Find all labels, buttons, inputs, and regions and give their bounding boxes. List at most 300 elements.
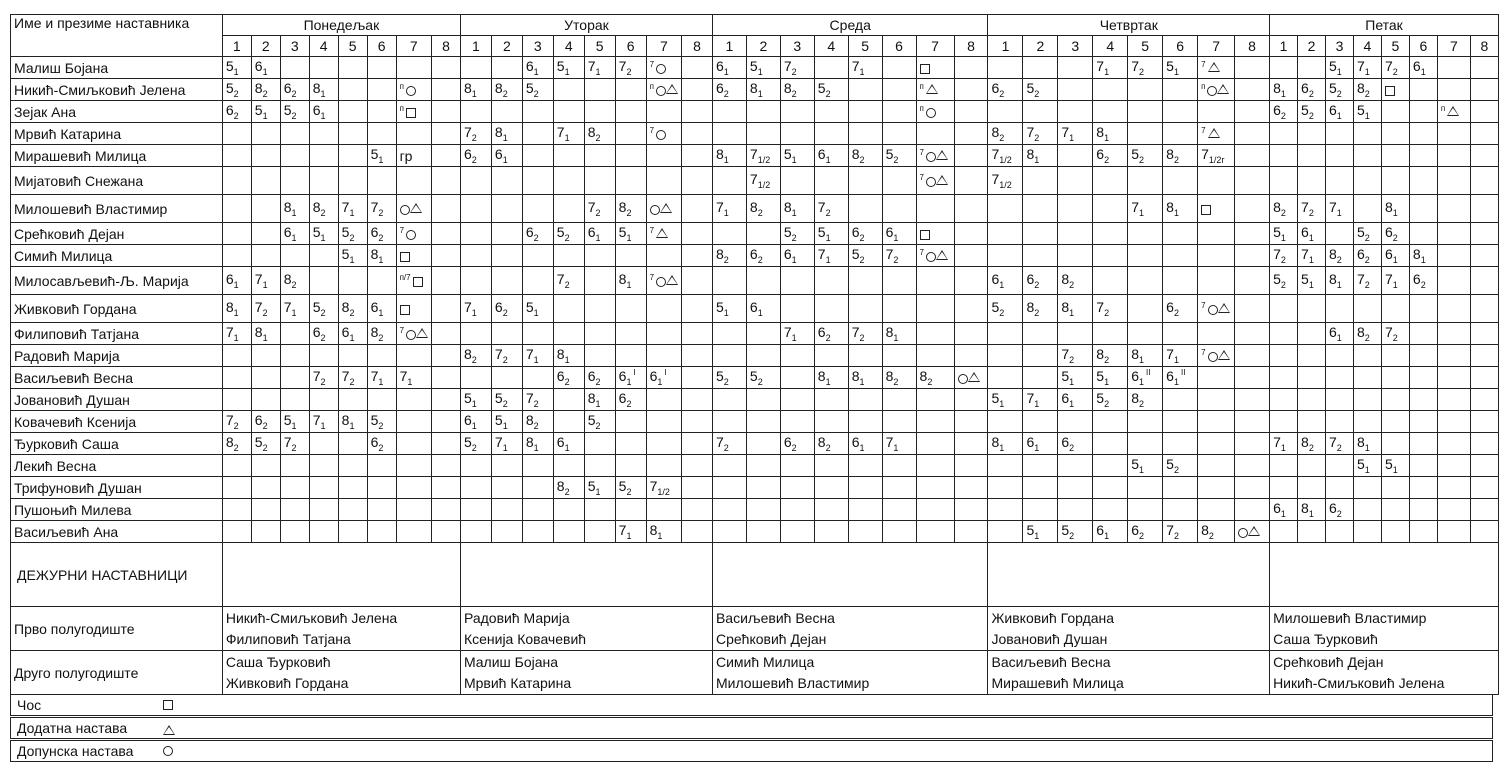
triangle-icon [936,175,948,185]
schedule-cell [338,433,367,455]
schedule-cell [1235,267,1270,295]
schedule-cell [251,245,280,267]
teacher-row [11,477,1499,499]
period-number: 4 [309,36,338,57]
schedule-cell [1298,433,1326,455]
schedule-cell [1470,389,1498,411]
lesson-code: $6_1$ [1061,390,1075,409]
schedule-cell [780,223,814,245]
schedule-cell [1298,167,1326,195]
schedule-cell [280,167,309,195]
schedule-cell [584,433,615,455]
schedule-cell [1093,57,1128,79]
schedule-cell [848,367,882,389]
period-number: 2 [1298,36,1326,57]
schedule-cell [1326,477,1354,499]
cell-note: п [399,103,404,113]
schedule-cell [1163,145,1198,167]
schedule-cell [1128,79,1163,101]
schedule-cell [954,411,988,433]
schedule-cell [1128,57,1163,79]
schedule-cell [553,245,584,267]
duty-names [1270,651,1499,695]
duty-teacher: Саша Ђурковић [1273,630,1378,647]
schedule-cell [222,477,251,499]
lesson-code: $8_2$ [851,146,865,165]
schedule-cell [848,411,882,433]
teacher-row [11,123,1499,145]
lesson-code: $8_2$ [312,199,326,218]
duty-title-row [11,543,1499,607]
schedule-cell [309,411,338,433]
schedule-cell [522,223,553,245]
schedule-cell [615,101,646,123]
schedule-cell [682,433,713,455]
schedule-cell [491,455,522,477]
teacher-row [11,79,1499,101]
duty-names [712,607,988,651]
schedule-cell [491,101,522,123]
period-number: 8 [1235,36,1270,57]
schedule-cell [1470,223,1498,245]
schedule-cell [491,389,522,411]
schedule-cell [988,433,1023,455]
lesson-code: $8_1$ [715,146,729,165]
schedule-table [10,14,1499,695]
lesson-code: $5_1$ [715,299,729,318]
schedule-cell [553,267,584,295]
schedule-cell [553,367,584,389]
schedule-cell [1409,245,1437,267]
schedule-cell [1128,267,1163,295]
lesson-code: $6_2$ [749,246,763,265]
lesson-code: $6_2$ [1412,271,1426,290]
schedule-cell [1163,267,1198,295]
schedule-cell [1298,123,1326,145]
schedule-cell [1270,323,1298,345]
schedule-cell [814,101,848,123]
schedule-cell [553,167,584,195]
lesson-code: $8_1$ [341,412,355,431]
schedule-cell [615,223,646,245]
schedule-cell [1093,433,1128,455]
schedule-cell [338,455,367,477]
schedule-cell [1128,477,1163,499]
schedule-cell [222,101,251,123]
schedule-cell [682,411,713,433]
schedule-cell [522,101,553,123]
schedule-cell [432,295,461,323]
lesson-code: $7_2$ [1384,324,1398,343]
schedule-cell [251,167,280,195]
schedule-cell [682,477,713,499]
schedule-cell [396,455,431,477]
schedule-cell [367,223,396,245]
schedule-cell [712,433,746,455]
schedule-cell [1326,167,1354,195]
lesson-code: $7_2$ [783,58,797,77]
schedule-cell [338,245,367,267]
schedule-cell [882,323,916,345]
schedule-cell [712,223,746,245]
schedule-cell [1381,245,1409,267]
schedule-cell [954,195,988,223]
schedule-cell [1381,433,1409,455]
schedule-cell [251,345,280,367]
schedule-cell [780,345,814,367]
lesson-code: $5_1$ [991,390,1005,409]
schedule-cell [1409,101,1437,123]
lesson-code: $5_1$ [1096,368,1110,387]
duty-names [222,651,460,695]
schedule-cell [1409,389,1437,411]
duty-teacher: Срећковић Дејан [1273,653,1384,670]
schedule-cell [780,195,814,223]
schedule-cell [522,411,553,433]
day-header: Четвртак [988,15,1270,36]
lesson-code: $6_1$ [991,271,1005,290]
schedule-cell [1270,499,1298,521]
schedule-cell [1353,101,1381,123]
lesson-code: $7_1$ [587,58,601,77]
schedule-cell [1163,245,1198,267]
lesson-code: $8_1$ [991,434,1005,453]
schedule-cell [1023,195,1058,223]
schedule-cell [712,389,746,411]
lesson-code: $5_2$ [618,478,632,497]
lesson-code: $8_1$ [1166,199,1179,218]
schedule-cell [553,101,584,123]
schedule-cell [584,223,615,245]
schedule-cell [1163,433,1198,455]
schedule-cell [848,477,882,499]
schedule-cell [1270,101,1298,123]
lesson-code: $7_1$ [370,368,384,387]
period-number: 2 [746,36,780,57]
schedule-cell [780,499,814,521]
schedule-cell [712,411,746,433]
schedule-cell [1470,123,1498,145]
schedule-cell [1128,389,1163,411]
schedule-cell [954,79,988,101]
teacher-row [11,167,1499,195]
schedule-cell [916,267,954,295]
schedule-cell [848,345,882,367]
schedule-cell [1353,167,1381,195]
schedule-cell [1058,123,1093,145]
period-number: 1 [712,36,746,57]
cell-note: п/7 [399,272,411,282]
schedule-cell [814,499,848,521]
schedule-cell [1128,167,1163,195]
period-number: 8 [1470,36,1498,57]
schedule-cell [432,79,461,101]
schedule-cell [1128,223,1163,245]
schedule-cell [814,57,848,79]
schedule-cell [1198,389,1235,411]
schedule-cell [1298,101,1326,123]
schedule-cell [1270,145,1298,167]
lesson-code: $8_1$ [851,368,865,387]
period-number: 3 [522,36,553,57]
duty-row-second [11,651,1499,695]
schedule-cell [848,295,882,323]
schedule-cell [553,145,584,167]
header-row-periods [11,36,1499,57]
lesson-code: $5_1$ [817,224,831,243]
schedule-cell [553,195,584,223]
square-icon [400,252,410,262]
schedule-cell [251,455,280,477]
schedule-cell [646,477,681,499]
schedule-cell [882,245,916,267]
schedule-cell [1381,367,1409,389]
schedule-cell [1093,223,1128,245]
schedule-cell [682,245,713,267]
lesson-code: $6_2$ [312,324,326,343]
teacher-row [11,101,1499,123]
schedule-cell [814,223,848,245]
schedule-cell [396,79,431,101]
teacher-name: Живковић Гордана [11,295,223,323]
schedule-cell [615,477,646,499]
schedule-cell [712,79,746,101]
schedule-cell [988,101,1023,123]
schedule-cell [615,323,646,345]
schedule-cell [1270,195,1298,223]
schedule-cell [1163,123,1198,145]
schedule-cell [491,323,522,345]
square-icon [920,230,930,240]
schedule-cell [1235,477,1270,499]
lesson-code: $5_1$ [1273,224,1286,243]
schedule-cell [553,57,584,79]
schedule-cell [988,455,1023,477]
lesson-code: $7_1$ [225,324,239,343]
schedule-cell [1198,499,1235,521]
schedule-cell [882,195,916,223]
schedule-cell [646,345,681,367]
schedule-cell [780,167,814,195]
teacher-row [11,521,1499,543]
schedule-cell [338,295,367,323]
schedule-cell [222,367,251,389]
triangle-icon [660,203,672,213]
schedule-cell [280,79,309,101]
teacher-row [11,295,1499,323]
schedule-cell [1093,367,1128,389]
cell-note: 7 [1201,125,1206,135]
schedule-cell [1409,79,1437,101]
lesson-code: $8_2$ [715,246,729,265]
schedule-cell [882,123,916,145]
lesson-code: $5_2$ [1026,80,1040,99]
cell-note: 7 [649,59,655,69]
schedule-cell [746,57,780,79]
schedule-cell [396,295,431,323]
schedule-cell [916,411,954,433]
schedule-cell [1058,195,1093,223]
lesson-code: $5_1$ [1061,368,1075,387]
schedule-cell [584,167,615,195]
schedule-cell [916,433,954,455]
lesson-code: $6_2$ [715,80,729,99]
schedule-cell [814,195,848,223]
schedule-cell [712,145,746,167]
schedule-cell [916,101,954,123]
lesson-code: $8_1$ [1131,346,1145,365]
schedule-cell [1058,477,1093,499]
duty-teacher: Живковић Гордана [991,609,1115,626]
schedule-cell [746,195,780,223]
schedule-cell [1409,455,1437,477]
duty-teacher: Јовановић Душан [991,630,1108,647]
lesson-code: $8_2$ [525,412,539,431]
schedule-cell [222,499,251,521]
lesson-code: $6_1^I$ [649,368,667,387]
schedule-cell [1298,79,1326,101]
schedule-cell [1381,145,1409,167]
schedule-cell [1023,267,1058,295]
period-number: 5 [848,36,882,57]
schedule-cell [251,195,280,223]
schedule-cell [615,57,646,79]
schedule-cell [251,477,280,499]
schedule-cell [1163,521,1198,543]
lesson-code: $6_1$ [1273,500,1286,519]
schedule-cell [954,167,988,195]
schedule-cell [1470,101,1498,123]
schedule-cell [367,477,396,499]
schedule-cell [848,267,882,295]
lesson-code: $7_{1/2}$ [991,171,1012,190]
period-number: 6 [882,36,916,57]
lesson-code: $6_1$ [463,412,477,431]
lesson-code: $6_2$ [1301,80,1314,99]
schedule-cell [1326,295,1354,323]
schedule-cell [1409,123,1437,145]
teacher-row [11,455,1499,477]
lesson-code: $5_1$ [370,146,384,165]
lesson-code: $7_2$ [618,58,632,77]
schedule-cell [746,295,780,323]
lesson-code: $8_2$ [1356,324,1370,343]
schedule-cell [432,145,461,167]
lesson-code: $8_2$ [1096,346,1110,365]
schedule-cell [1298,145,1326,167]
schedule-cell [584,477,615,499]
schedule-cell [712,345,746,367]
schedule-cell [1353,295,1381,323]
schedule-cell [432,521,461,543]
schedule-cell [522,323,553,345]
schedule-cell [251,145,280,167]
schedule-cell [309,323,338,345]
lesson-code: $7_2$ [494,346,508,365]
lesson-code: $8_2$ [885,368,899,387]
schedule-cell [584,57,615,79]
schedule-cell [280,521,309,543]
lesson-code: $6_2$ [1131,522,1145,541]
day-header: Уторак [460,15,712,36]
schedule-cell [1298,345,1326,367]
schedule-cell [1353,455,1381,477]
period-number: 3 [1058,36,1093,57]
schedule-cell [848,145,882,167]
schedule-cell [367,295,396,323]
lesson-code: $8_2$ [1356,80,1370,99]
schedule-cell [367,57,396,79]
schedule-cell [396,499,431,521]
lesson-code: $5_2$ [525,80,539,99]
schedule-cell [848,323,882,345]
schedule-cell [780,267,814,295]
schedule-cell [222,521,251,543]
lesson-code: $6_1$ [525,58,539,77]
schedule-cell [1235,223,1270,245]
schedule-cell [882,79,916,101]
triangle-icon [1218,303,1230,313]
duty-teacher: Васиљевић Весна [715,609,835,626]
lesson-code: $6_1$ [1026,434,1040,453]
lesson-code: $6_1$ [556,434,570,453]
schedule-cell [584,101,615,123]
schedule-cell [367,411,396,433]
lesson-code: $7_1$ [1061,124,1075,143]
lesson-code: $8_2$ [991,124,1005,143]
schedule-cell [1128,323,1163,345]
lesson-code: $5_2$ [749,368,763,387]
lesson-code: $5_1$ [618,224,632,243]
schedule-cell [222,123,251,145]
schedule-cell [848,521,882,543]
lesson-code: $8_1$ [885,324,899,343]
schedule-cell [1326,345,1354,367]
schedule-cell [553,123,584,145]
schedule-cell [1381,323,1409,345]
schedule-cell [522,79,553,101]
circle-icon [656,130,666,140]
schedule-cell [1470,295,1498,323]
period-number: 7 [1437,36,1470,57]
schedule-cell [1093,521,1128,543]
schedule-cell [584,345,615,367]
lesson-code: $7_{1/2}$ [749,146,771,165]
schedule-cell [1270,477,1298,499]
schedule-cell [1409,295,1437,323]
square-icon [163,700,173,710]
schedule-cell [916,79,954,101]
day-header: Среда [712,15,988,36]
schedule-cell [1298,411,1326,433]
schedule-cell [1381,345,1409,367]
schedule-cell [1163,389,1198,411]
schedule-cell [338,123,367,145]
lesson-code: $7_2$ [370,199,384,218]
schedule-cell [280,367,309,389]
legend-label: Допунска настава [17,743,134,759]
lesson-code: $7_1$ [312,412,326,431]
schedule-cell [522,345,553,367]
schedule-cell [1381,123,1409,145]
schedule-cell [309,367,338,389]
circle-icon [163,746,173,756]
schedule-cell [367,245,396,267]
schedule-cell [553,79,584,101]
schedule-cell [1409,223,1437,245]
lesson-code: $8_2$ [1131,390,1145,409]
period-number: 8 [954,36,988,57]
